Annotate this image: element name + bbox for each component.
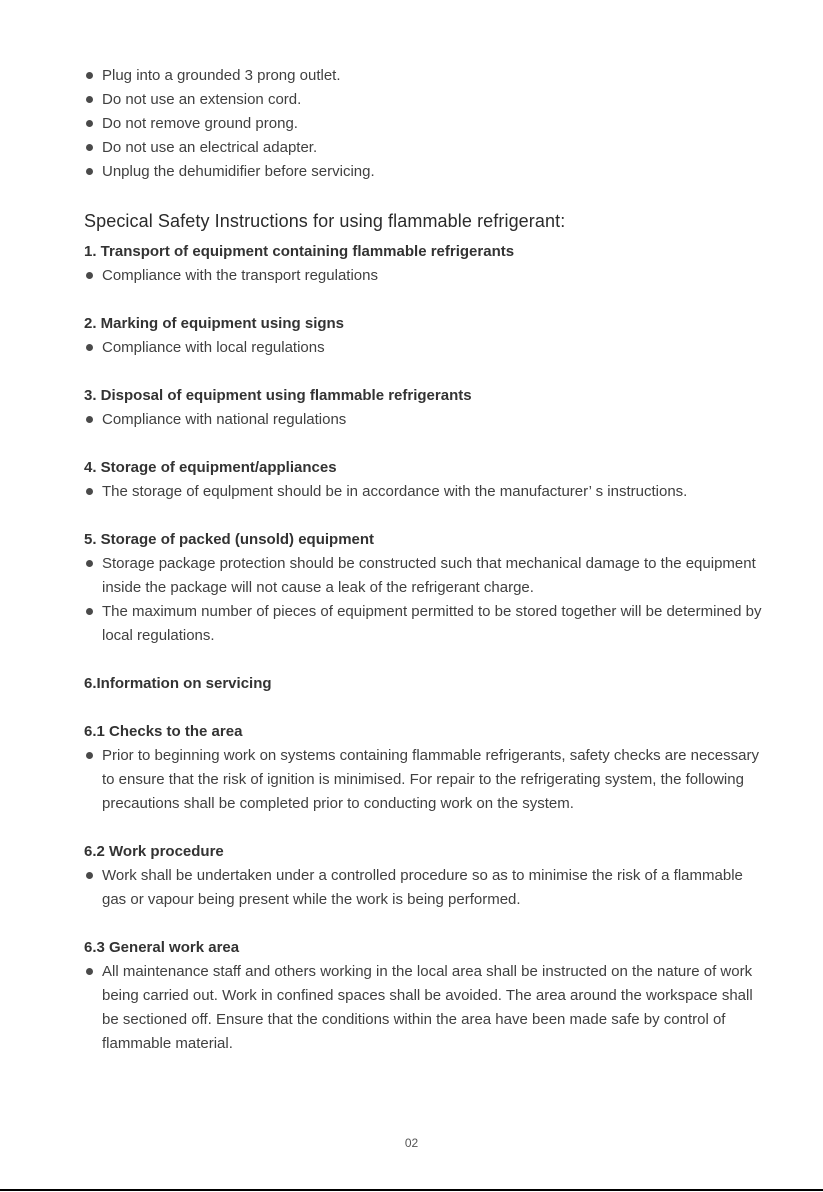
section-transport xyxy=(84,240,764,288)
list-item: All maintenance staff and others working in the local area shall be instructed on the nature of work being carried out. Work in confined spaces shall be avoided. The area around the workspace shall be sectioned off. Ensure that the conditions within the area have been made safe by control of flammable material. xyxy=(84,960,764,1056)
section-marking xyxy=(84,312,764,360)
section-heading: 1. Transport of equipment containing flammable refrigerants xyxy=(84,243,515,260)
section-list xyxy=(84,336,764,360)
section-heading: 5. Storage of packed (unsold) equipment xyxy=(84,531,375,548)
list-item: Do not use an extension cord. xyxy=(84,88,764,112)
section-heading: 3. Disposal of equipment using flammable refrigerants xyxy=(84,387,472,404)
list-item: Unplug the dehumidifier before servicing. xyxy=(84,160,764,184)
list-item: Storage package protection should be constructed such that mechanical damage to the equipment inside the package will not cause a leak of the refrigerant charge. xyxy=(84,552,764,600)
list-item: Work shall be undertaken under a controlled procedure so as to minimise the risk of a flammable gas or vapour being present while the work is being performed. xyxy=(84,864,764,912)
list-item: The maximum number of pieces of equipment permitted to be stored together will be determined by local regulations. xyxy=(84,600,764,648)
page-title: Specical Safety Instructions for using flammable refrigerant: xyxy=(84,211,566,231)
page-number: 02 xyxy=(404,1136,419,1150)
section-heading: 6.2 Work procedure xyxy=(84,843,224,860)
section-list xyxy=(84,408,764,432)
list-item: Do not use an electrical adapter. xyxy=(84,136,764,160)
section-heading: 6.1 Checks to the area xyxy=(84,723,243,740)
electrical-safety-list xyxy=(84,64,764,184)
section-heading: 6.Information on servicing xyxy=(84,675,272,692)
section-heading: 6.3 General work area xyxy=(84,939,240,956)
section-work-procedure xyxy=(84,840,764,912)
section-disposal xyxy=(84,384,764,432)
list-item: The storage of equlpment should be in accordance with the manufacturer’ s instructions. xyxy=(84,480,764,504)
list-item: Compliance with local regulations xyxy=(84,336,764,360)
section-list xyxy=(84,480,764,504)
section-packed-storage xyxy=(84,528,764,648)
page-content xyxy=(84,64,764,1080)
section-list xyxy=(84,960,764,1056)
bottom-divider xyxy=(0,1189,823,1191)
section-list xyxy=(84,744,764,816)
section-general-work-area xyxy=(84,936,764,1056)
section-list xyxy=(84,552,764,648)
list-item: Compliance with national regulations xyxy=(84,408,764,432)
section-list xyxy=(84,864,764,912)
list-item: Compliance with the transport regulations xyxy=(84,264,764,288)
section-storage xyxy=(84,456,764,504)
section-heading: 4. Storage of equipment/appliances xyxy=(84,459,337,476)
section-heading: 2. Marking of equipment using signs xyxy=(84,315,345,332)
list-item: Prior to beginning work on systems containing flammable refrigerants, safety checks are necessary to ensure that the risk of ignition is minimised. For repair to the refrigerating system, the following precautions shall be completed prior to conducting work on the system. xyxy=(84,744,764,816)
list-item: Do not remove ground prong. xyxy=(84,112,764,136)
section-servicing-info xyxy=(84,672,764,696)
section-list xyxy=(84,264,764,288)
list-item: Plug into a grounded 3 prong outlet. xyxy=(84,64,764,88)
section-area-checks xyxy=(84,720,764,816)
